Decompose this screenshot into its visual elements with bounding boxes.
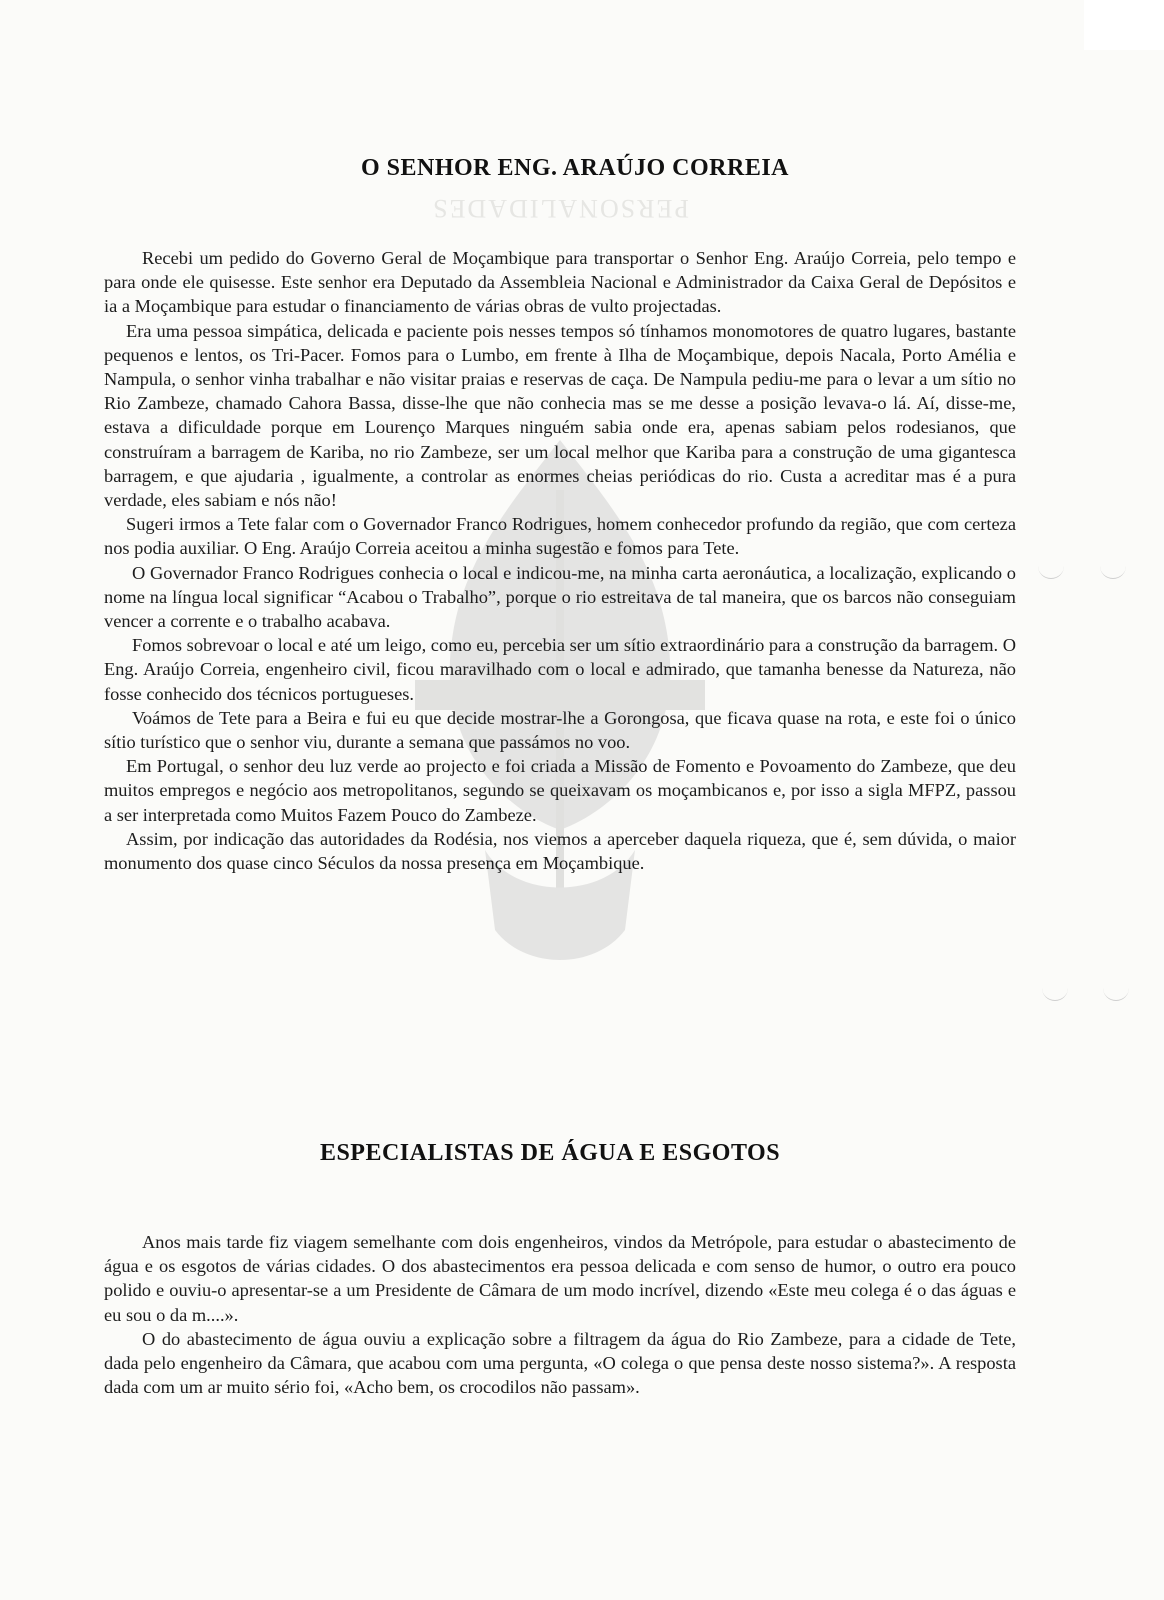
paragraph: Fomos sobrevoar o local e até um leigo, como eu, percebia ser um sítio extraordinário para a construção da barragem. O Eng. Araújo Correia, engenheiro civil, ficou maravilhado com o local e admirado, que tamanha benesse da Natureza, não fosse conhecido dos técnicos portugueses. <box>104 635 1016 704</box>
punch-hole-mark <box>1100 560 1126 579</box>
section-title: ESPECIALISTAS DE ÁGUA E ESGOTOS <box>319 1140 781 1166</box>
paragraph: O Governador Franco Rodrigues conhecia o local e indicou-me, na minha carta aeronáutica, a localização, explicando o nome na língua local significar “Acabou o Trabalho”, porque o rio estreitava de tal maneira, que os barcos não conseguiam vencer a corrente e o trabalho acabava. <box>104 562 1016 632</box>
punch-hole-mark <box>1042 982 1068 1001</box>
section-title: O SENHOR ENG. ARAÚJO CORREIA <box>360 155 790 181</box>
paragraph: Sugeri irmos a Tete falar com o Governador Franco Rodrigues, homem conhecedor profundo da região, que com certeza nos podia auxiliar. O Eng. Araújo Correia aceitou a minha sugestão e fomos para Tete. <box>104 514 1016 559</box>
paragraph: Em Portugal, o senhor deu luz verde ao projecto e foi criada a Missão de Fomento e Povoamento do Zambeze, que deu muitos empregos e negócio aos metropolitanos, segundo se queixavam os moçambicanos e, por isso a sigla MFPZ, passou a ser interpretada como Muitos Fazem Pouco do Zambeze. <box>104 756 1016 825</box>
section-body <box>104 1230 1016 1399</box>
paragraph: Voámos de Tete para a Beira e fui eu que decide mostrar-lhe a Gorongosa, que ficava quase na rota, e este foi o único sítio turístico que o senhor viu, durante a semana que passámos no voo. <box>104 707 1016 753</box>
paragraph: O do abastecimento de água ouviu a explicação sobre a filtragem da água do Rio Zambeze, para a cidade de Tete, dada pelo engenheiro da Câmara, que acabou com uma pergunta, «O colega o que pensa deste nosso sistema?». A resposta dada com um ar muito sério foi, «Acho bem, os crocodilos não passam». <box>104 1328 1016 1398</box>
page-corner-tab <box>1084 0 1164 50</box>
punch-hole-mark <box>1103 982 1129 1001</box>
paragraph: Anos mais tarde fiz viagem semelhante com dois engenheiros, vindos da Metrópole, para estudar o abastecimento de água e os esgotos de várias cidades. O dos abastecimentos era pessoa delicada e com senso de humor, o outro era pouco polido e ouviu-o apresentar-se a um Presidente de Câmara de um modo incrível, dizendo «Este meu colega é o das águas e eu sou o da m....». <box>104 1232 1016 1325</box>
paragraph: Assim, por indicação das autoridades da Rodésia, nos viemos a aperceber daquela riqueza, que é, sem dúvida, o maior monumento dos quase cinco Séculos da nossa presença em Moçambique. <box>104 828 1016 874</box>
paragraph: Era uma pessoa simpática, delicada e paciente pois nesses tempos só tínhamos monomotores de quatro lugares, bastante pequenos e lentos, os Tri-Pacer. Fomos para o Lumbo, em frente à Ilha de Moçambique, depois Nacala, Porto Amélia e Nampula, o senhor vinha trabalhar e não visitar praias e reservas de caça. De Nampula pediu-me para o levar a um sítio no Rio Zambeze, chamado Cahora Bassa, disse-lhe que não conhecia mas se me desse a posição levava-o lá. Aí, disse-me, estava a dificuldade porque em Lourenço Marques ninguém sabia onde era, apenas sabiam pelos rodesianos, que construíram a barragem de Kariba, no rio Zambeze, ser um local melhor que Kariba para a construção de uma gigantesca barragem, e que ajudaria , igualmente, a controlar as enormes cheias periódicas do rio. Custa a acreditar mas é a pura verdade, eles sabiam e nós não! <box>104 320 1016 511</box>
show-through-heading: PERSONALIDADES <box>431 194 689 223</box>
section-body <box>104 246 1016 875</box>
punch-hole-mark <box>1038 560 1064 579</box>
paragraph: Recebi um pedido do Governo Geral de Moçambique para transportar o Senhor Eng. Araújo Correia, pelo tempo e para onde ele quisesse. Este senhor era Deputado da Assembleia Nacional e Administrador da Caixa Geral de Depósitos e ia a Moçambique para estudar o financiamento de várias obras de vulto projectadas. <box>104 248 1016 317</box>
